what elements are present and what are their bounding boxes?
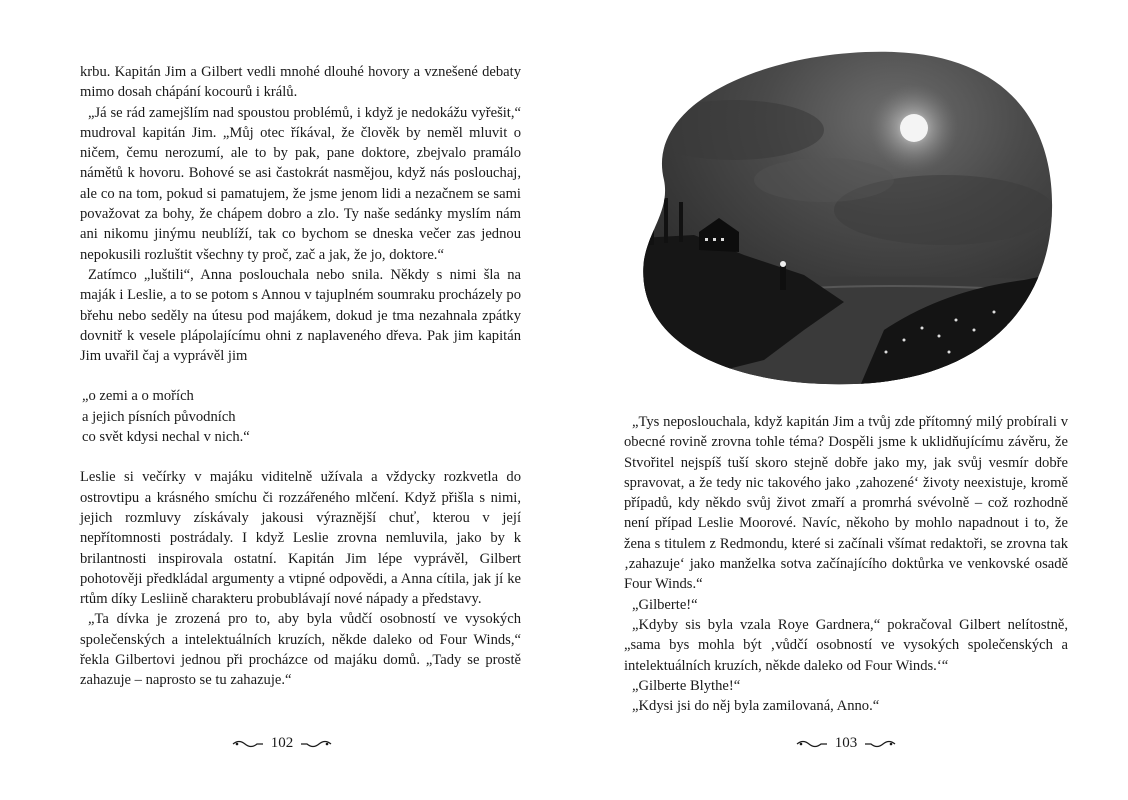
paragraph: „Gilberte Blythe!“: [632, 677, 741, 694]
page-number: 103: [834, 735, 858, 751]
verse-block: [80, 386, 521, 447]
paragraph: „Gilberte!“: [632, 596, 698, 613]
page-number: 102: [270, 735, 294, 751]
paragraph: „Kdyby sis byla vzala Roye Gardnera,“ pokračoval Gilbert nelítostně, „sama bys mohla být ‚vůdčí osobností ve vysokých společenských a intelektuálních kruzích, někde daleko od Four Winds.‘“: [624, 616, 1068, 674]
left-text-column: [80, 62, 521, 691]
paragraph: „Tys neposlouchala, když kapitán Jim a tvůj zde přítomný milý probírali v obecné rovině zrovna tohle téma? Dospěli jsme k uklidňujícímu závěru, že Stvořitel nejspíš tuší skoro stejně dobře jako my, jak svůj vesmír dobře spravovat, a že tedy nic takového jako ‚zahozené‘ životy neexistuje, kromě případů, kdy někdo svůj život zmaří a promrhá svévolně – což rozhodně není případ Leslie Moorové. Navíc, někoho by mohlo napadnout i to, že žena s titulem z Redmondu, které si začínali všímat redaktoři, se zrovna tak ‚zahazuje‘ jako manželka sotva začínajícího doktůrka ve venkovské osadě Four Winds.“: [624, 414, 1068, 593]
ornament-icon: [863, 738, 897, 750]
paragraph: Leslie si večírky v majáku viditelně užívala a vždycky rozkvetla do ostrovtipu a krásného smíchu či rozzářeného mlčení. Když přišla s nimi, jejich rozmluvy získávaly jakousi výraznější chuť, kterou v její nepřítomnosti postrádaly. I když Leslie zrovna nemluvila, jako by k brilantnosti inspirovala ostatní. Kapitán Jim lépe vyprávěl, Gilbert pohotověji předkládal argumenty a vtipné odpovědi, a Anna cítila, jak jí ke rtům díky Lesliině charakteru probublávají nové nápady a představy.: [80, 469, 521, 608]
right-text-column: [624, 412, 1068, 716]
paragraph: „Kdysi jsi do něj byla zamilovaná, Anno.“: [632, 698, 880, 715]
ornament-icon: [299, 738, 333, 750]
right-page: [564, 0, 1128, 800]
verse-line: a jejich písních původních: [82, 408, 236, 425]
paragraph: Zatímco „luštili“, Anna poslouchala nebo snila. Někdy s nimi šla na maják i Leslie, a to se potom s Annou v tajuplném soumraku procházely po břehu nebo seděly na útesu pod majákem, dokud je tma nezahnala zpátky dovnitř k vesele plápolajícímu ohni z naplaveného dřeva. Pak jim kapitán Jim uvařil čaj a vyprávěl jim: [80, 266, 521, 365]
page-number-right: [564, 735, 1128, 752]
page-number-left: [0, 735, 564, 752]
ornament-icon: [231, 738, 265, 750]
paragraph: „Já se rád zamejšlím nad spoustou problémů, i když je nedokážu vyřešit,“ mudroval kapitán Jim. „Můj otec říkával, že člověk by neměl mluvit o ničem, čemu nerozumí, ale to by pak, pane doktore, zbejvalo pramálo námětů k hovoru. Bohové se asi častokrát nasmějou, když nás poslouchaj, ale co na tom, pokud si pamatujem, že jsme jenom lidi a nezačnem se sami považovat za bohy, že chápem dobro a zlo. Ty naše sedánky myslím nám ani nikomu jinýmu neublíží, tak co bychom se dneska večer zas jednou nepokusili rozluštit všechny ty proč, zač a jak, že jo, doktore.“: [80, 104, 521, 263]
paragraph: krbu. Kapitán Jim a Gilbert vedli mnohé dlouhé hovory a vznešené debaty mimo dosah chápání kocourů i králů.: [80, 64, 521, 101]
ornament-icon: [795, 738, 829, 750]
verse-line: „o zemi a o mořích: [82, 388, 194, 405]
paragraph: „Ta dívka je zrozená pro to, aby byla vůdčí osobností ve vysokých společenských a intelektuálních kruzích, někde daleko od Four Winds,“ řekla Gilbertovi jednou při procházce od majáku domů. „Tady se prostě zahazuje – naprosto se tu zahazuje.“: [80, 611, 521, 689]
verse-line: co svět kdysi nechal v nich.“: [82, 429, 250, 446]
night-lighthouse-moon-illustration: [604, 40, 1074, 400]
